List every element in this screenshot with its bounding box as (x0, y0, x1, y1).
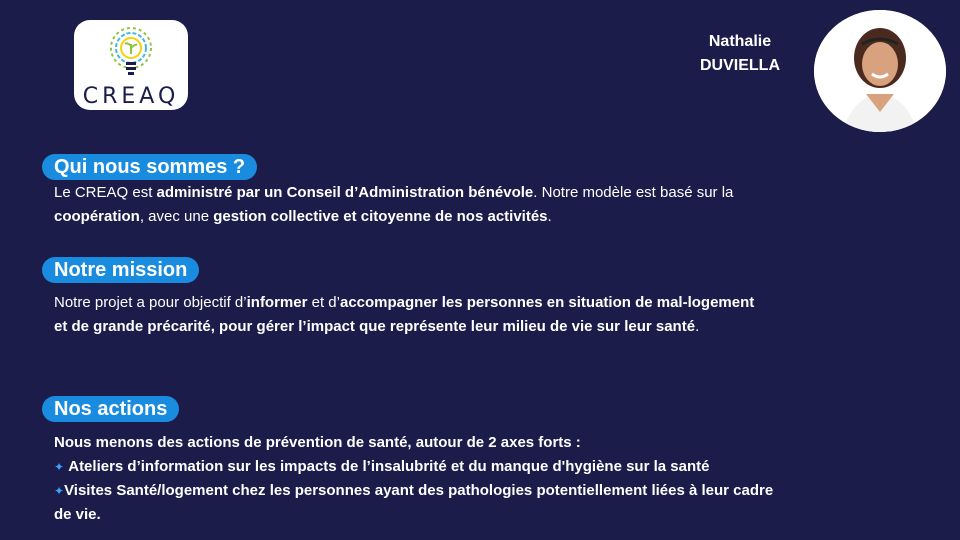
creaq-logo (74, 20, 188, 110)
presenter-name (680, 30, 800, 78)
presenter-avatar (814, 10, 946, 132)
sparkle-icon: ✦ (54, 460, 65, 474)
actions-item-1: Ateliers d’information sur les impacts de l’insalubrité et du manque d'hygiène sur la santé (68, 458, 710, 475)
presenter-last-name: DUVIELLA (700, 57, 780, 74)
actions-item-2-cont: de vie. (54, 506, 101, 523)
presenter-first-name: Nathalie (708, 33, 772, 50)
notre-mission-text: Notre projet a pour objectif d’informer et d’accompagner les personnes en situation de mal-logement et de grande précarité, pour gérer l’impact que représente leur milieu de vie sur leur santé. (54, 294, 755, 335)
actions-item-2: Visites Santé/logement chez les personnes ayant des pathologies potentiellement liées à leur cadre (64, 482, 774, 499)
section-heading-nos-actions: Nos actions (42, 396, 179, 422)
sparkle-icon: ✦ (54, 484, 65, 498)
logo-text: CREAQ (82, 84, 180, 109)
section-heading-notre-mission: Notre mission (42, 257, 199, 283)
lightbulb-icon (107, 26, 155, 82)
nos-actions-text (54, 431, 934, 527)
section-heading-qui-nous-sommes: Qui nous sommes ? (42, 154, 257, 180)
qui-nous-sommes-text: Le CREAQ est administré par un Conseil d’Administration bénévole. Notre modèle est basé sur la coopération, avec une gestion collective et citoyenne de nos activités. (54, 184, 734, 225)
actions-intro: Nous menons des actions de prévention de santé, autour de 2 axes forts : (54, 434, 581, 451)
person-photo (814, 10, 946, 132)
